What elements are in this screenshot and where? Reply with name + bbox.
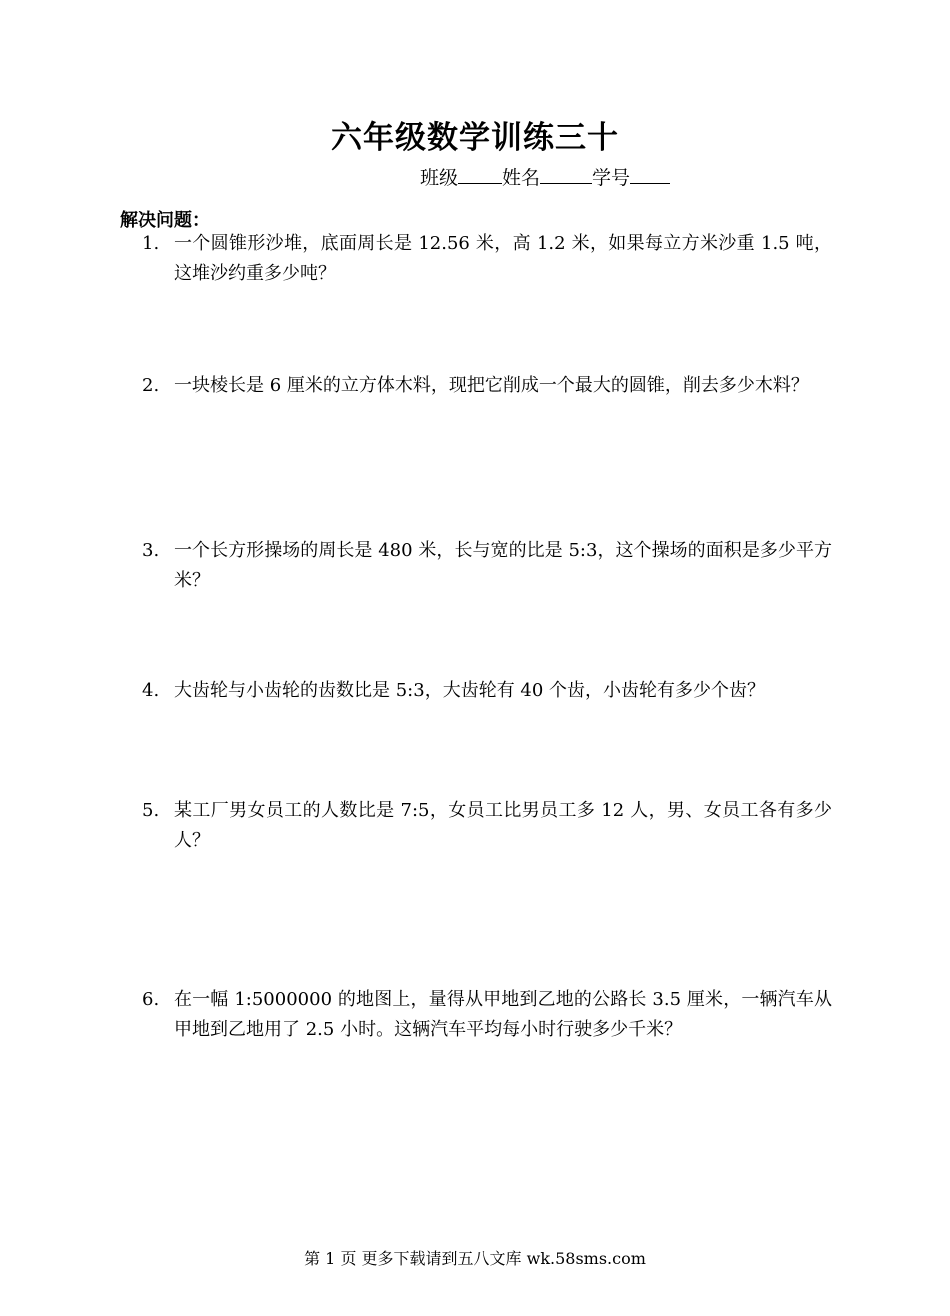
class-label: 班级 xyxy=(420,167,459,189)
student-info-line xyxy=(420,163,670,190)
question-number: 3. xyxy=(142,540,160,561)
id-blank xyxy=(630,165,670,184)
question-number: 1. xyxy=(142,233,160,254)
question-text: 一块棱长是 6 厘米的立方体木料，现把它削成一个最大的圆锥，削去多少木料？ xyxy=(174,375,809,396)
question-5 xyxy=(142,796,832,856)
question-number: 5. xyxy=(142,800,160,821)
question-number: 2. xyxy=(142,375,160,396)
page-title: 六年级数学训练三十 xyxy=(331,120,619,156)
question-text: 一个长方形操场的周长是 480 米，长与宽的比是 5:3，这个操场的面积是多少平方米？ xyxy=(174,540,832,591)
question-number: 4. xyxy=(142,680,160,701)
question-text: 某工厂男女员工的人数比是 7:5，女员工比男员工多 12 人，男、女员工各有多少人？ xyxy=(174,800,832,851)
name-blank xyxy=(540,165,592,184)
question-4 xyxy=(142,676,832,706)
class-blank xyxy=(458,165,502,184)
question-1 xyxy=(142,229,832,289)
question-2 xyxy=(142,371,832,401)
name-label: 姓名 xyxy=(502,167,541,189)
page-footer: 第 1 页 更多下载请到五八文库 wk.58sms.com xyxy=(304,1249,646,1268)
question-text: 大齿轮与小齿轮的齿数比是 5:3，大齿轮有 40 个齿，小齿轮有多少个齿？ xyxy=(174,680,766,701)
question-text: 在一幅 1:5000000 的地图上，量得从甲地到乙地的公路长 3.5 厘米，一辆汽车从甲地到乙地用了 2.5 小时。这辆汽车平均每小时行驶多少千米？ xyxy=(174,989,832,1040)
question-text: 一个圆锥形沙堆，底面周长是 12.56 米，高 1.2 米，如果每立方米沙重 1.5 吨，这堆沙约重多少吨？ xyxy=(174,233,832,284)
question-6 xyxy=(142,985,832,1045)
section-heading: 解决问题： xyxy=(120,210,210,231)
question-number: 6. xyxy=(142,989,160,1010)
question-3 xyxy=(142,536,832,596)
id-label: 学号 xyxy=(592,167,631,189)
